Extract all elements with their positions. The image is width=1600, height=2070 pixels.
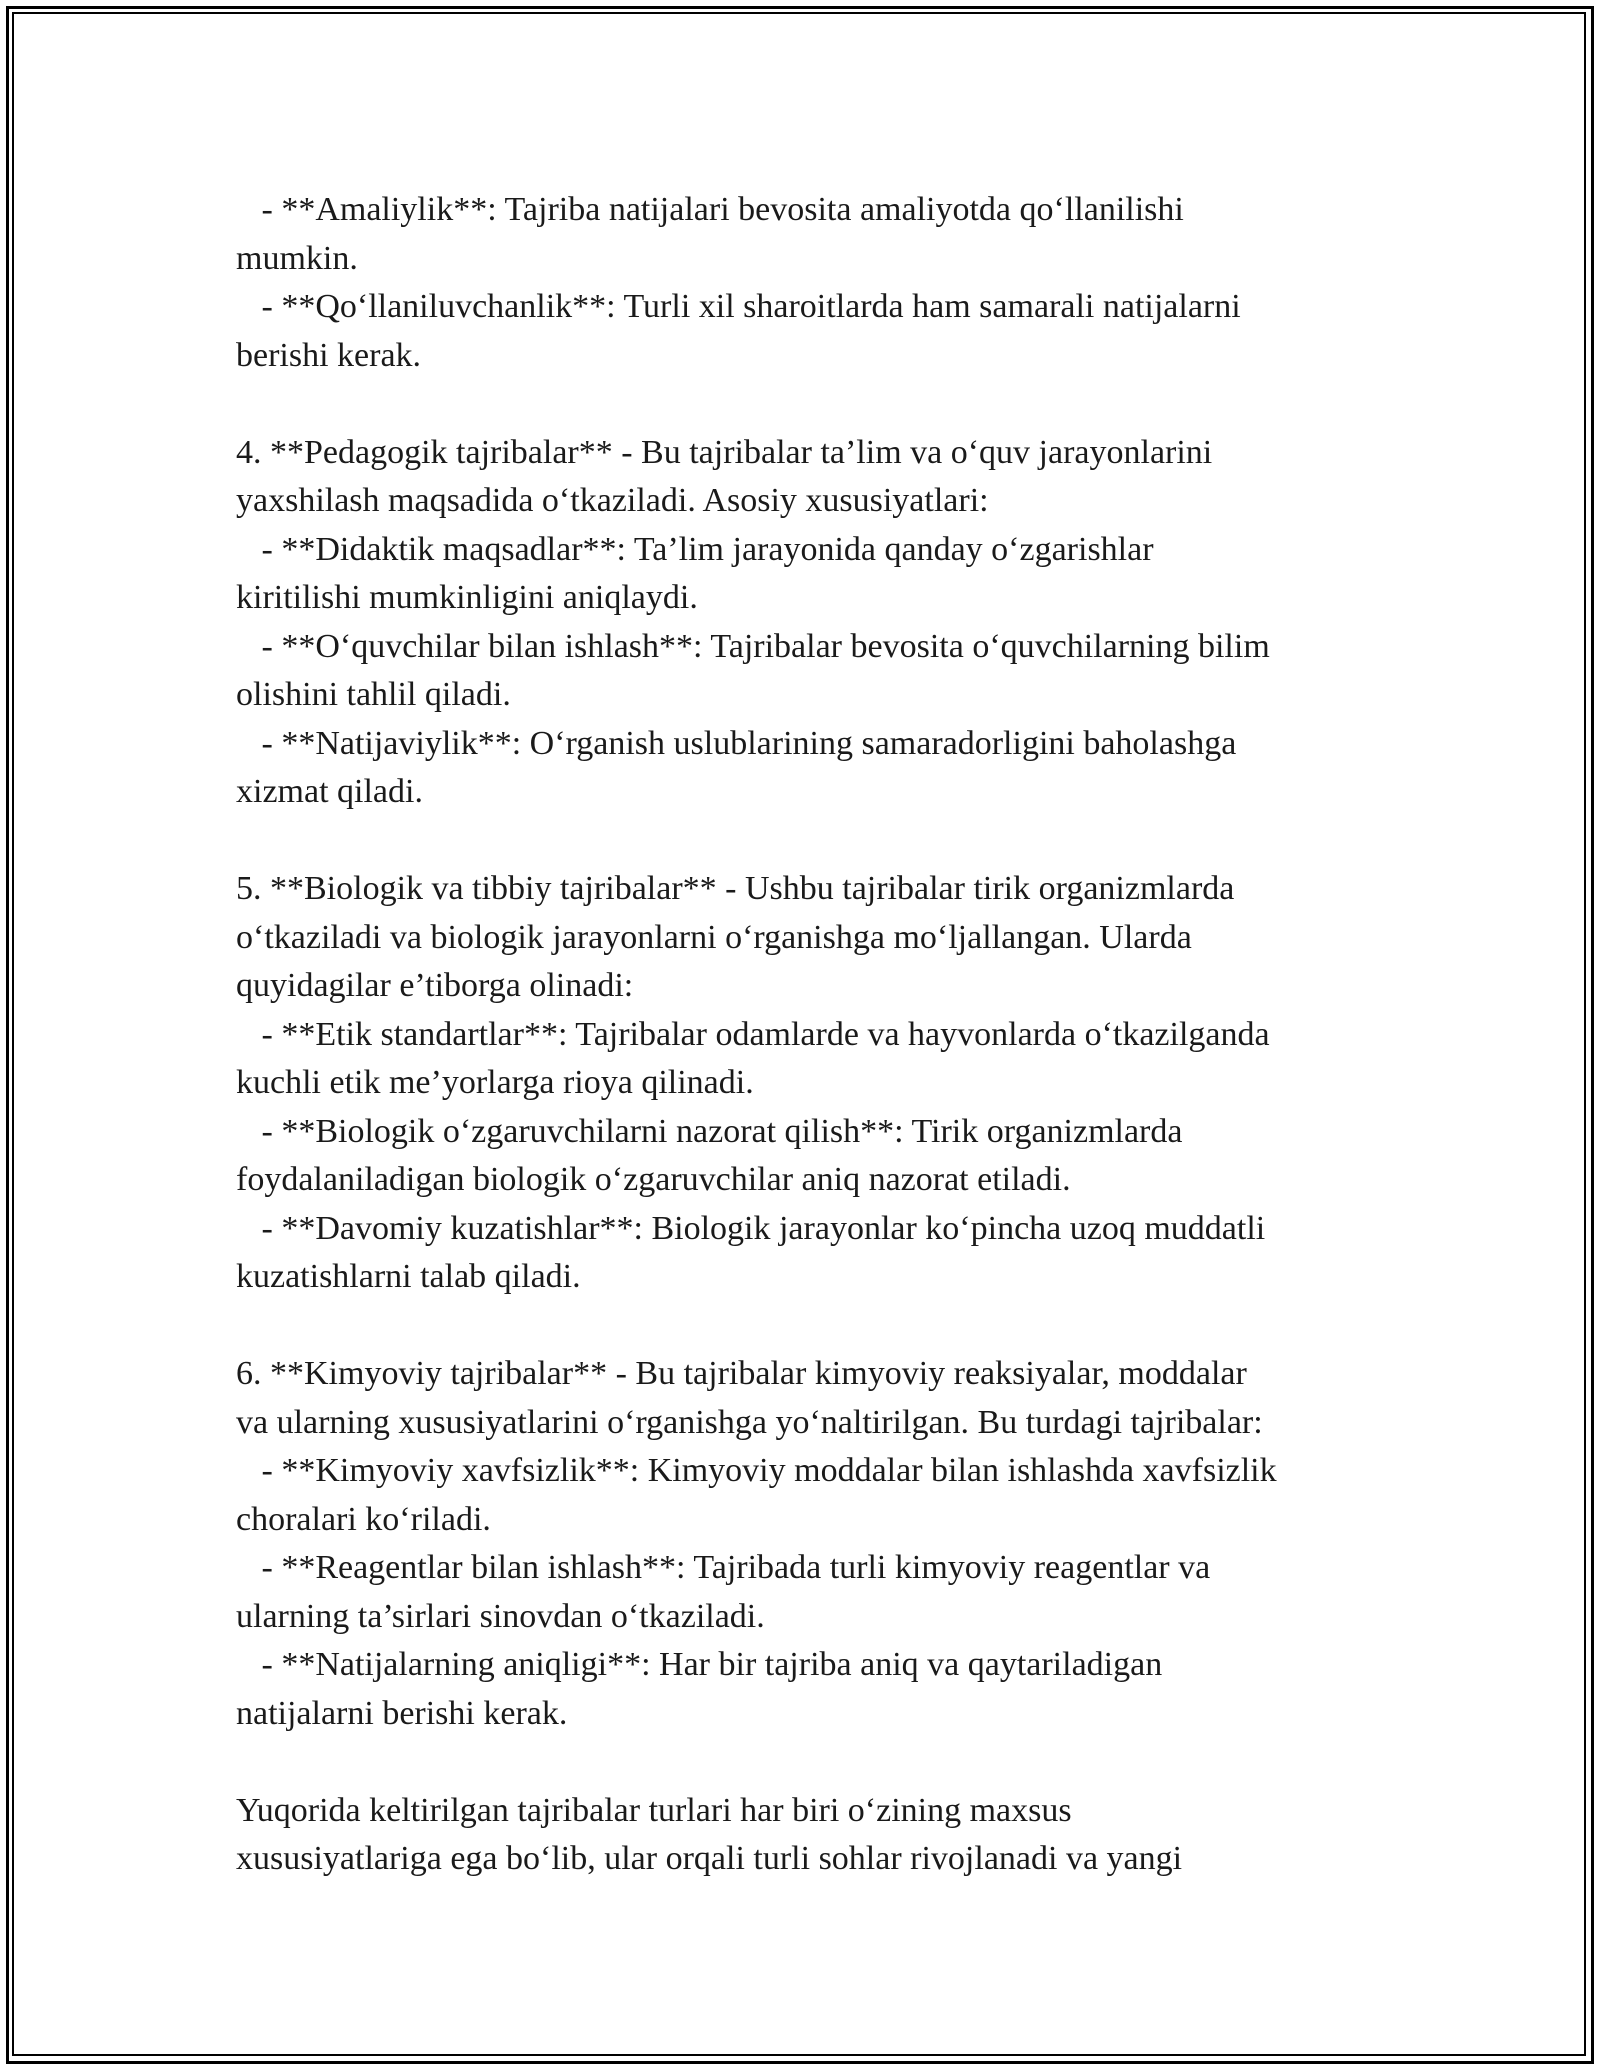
text-line: - **Natijaviylik**: O‘rganish uslublarining samaradorligini baholashga xyxy=(236,724,1237,762)
text-line: - **Didaktik maqsadlar**: Ta’lim jarayonida qanday o‘zgarishlar xyxy=(236,530,1154,568)
blank-line xyxy=(236,380,1376,429)
document-body xyxy=(236,186,1376,1884)
text-line: ularning ta’sirlari sinovdan o‘tkaziladi. xyxy=(236,1597,765,1635)
text-line: - **Qo‘llaniluvchanlik**: Turli xil sharoitlarda ham samarali natijalarni xyxy=(236,288,1241,325)
text-line: choralari ko‘riladi. xyxy=(236,1500,491,1538)
text-line: mumkin. xyxy=(236,239,358,277)
text-line: yaxshilash maqsadida o‘tkaziladi. Asosiy xususiyatlari: xyxy=(236,482,989,519)
text-line: kuchli etik me’yorlarga rioya qilinadi. xyxy=(236,1064,754,1101)
text-line: natijalarni berishi kerak. xyxy=(236,1694,568,1732)
text-line: - **O‘quvchilar bilan ishlash**: Tajribalar bevosita o‘quvchilarning bilim xyxy=(236,627,1270,665)
text-line: quyidagilar e’tiborga olinadi: xyxy=(236,967,634,1004)
text-line: - **Amaliylik**: Tajriba natijalari bevosita amaliyotda qo‘llanilishi xyxy=(236,191,1184,228)
text-line: 4. **Pedagogik tajribalar** - Bu tajribalar ta’lim va o‘quv jarayonlarini xyxy=(236,433,1213,471)
text-line: kuzatishlarni talab qiladi. xyxy=(236,1258,581,1295)
text-line: xususiyatlariga ega bo‘lib, ular orqali turli sohlar rivojlanadi va yangi xyxy=(236,1840,1183,1877)
text-line: Yuqorida keltirilgan tajribalar turlari har biri o‘zining maxsus xyxy=(236,1791,1072,1829)
text-line: olishini tahlil qiladi. xyxy=(236,676,511,713)
text-line: - **Davomiy kuzatishlar**: Biologik jarayonlar ko‘pincha uzoq muddatli xyxy=(236,1209,1266,1247)
blank-line xyxy=(236,817,1376,866)
text-line: - **Reagentlar bilan ishlash**: Tajribada turli kimyoviy reagentlar va xyxy=(236,1549,1211,1586)
text-line: foydalaniladigan biologik o‘zgaruvchilar aniq nazorat etiladi. xyxy=(236,1161,1071,1198)
blank-line xyxy=(236,1302,1376,1351)
blank-line xyxy=(236,1738,1376,1787)
text-line: 6. **Kimyoviy tajribalar** - Bu tajribalar kimyoviy reaksiyalar, moddalar xyxy=(236,1355,1247,1392)
text-line: 5. **Biologik va tibbiy tajribalar** - Ushbu tajribalar tirik organizmlarda xyxy=(236,870,1235,907)
text-line: xizmat qiladi. xyxy=(236,773,423,810)
text-line: o‘tkaziladi va biologik jarayonlarni o‘rganishga mo‘ljallangan. Ularda xyxy=(236,918,1192,956)
text-line: kiritilishi mumkinligini aniqlaydi. xyxy=(236,579,698,616)
text-line: - **Etik standartlar**: Tajribalar odamlarde va hayvonlarda o‘tkazilganda xyxy=(236,1015,1270,1053)
text-line: - **Biologik o‘zgaruvchilarni nazorat qilish**: Tirik organizmlarda xyxy=(236,1112,1183,1150)
text-line: va ularning xususiyatlarini o‘rganishga yo‘naltirilgan. Bu turdagi tajribalar: xyxy=(236,1403,1263,1441)
text-line: - **Natijalarning aniqligi**: Har bir tajriba aniq va qaytariladigan xyxy=(236,1646,1163,1683)
text-line: berishi kerak. xyxy=(236,336,422,374)
text-line: - **Kimyoviy xavfsizlik**: Kimyoviy moddalar bilan ishlashda xavfsizlik xyxy=(236,1452,1277,1489)
